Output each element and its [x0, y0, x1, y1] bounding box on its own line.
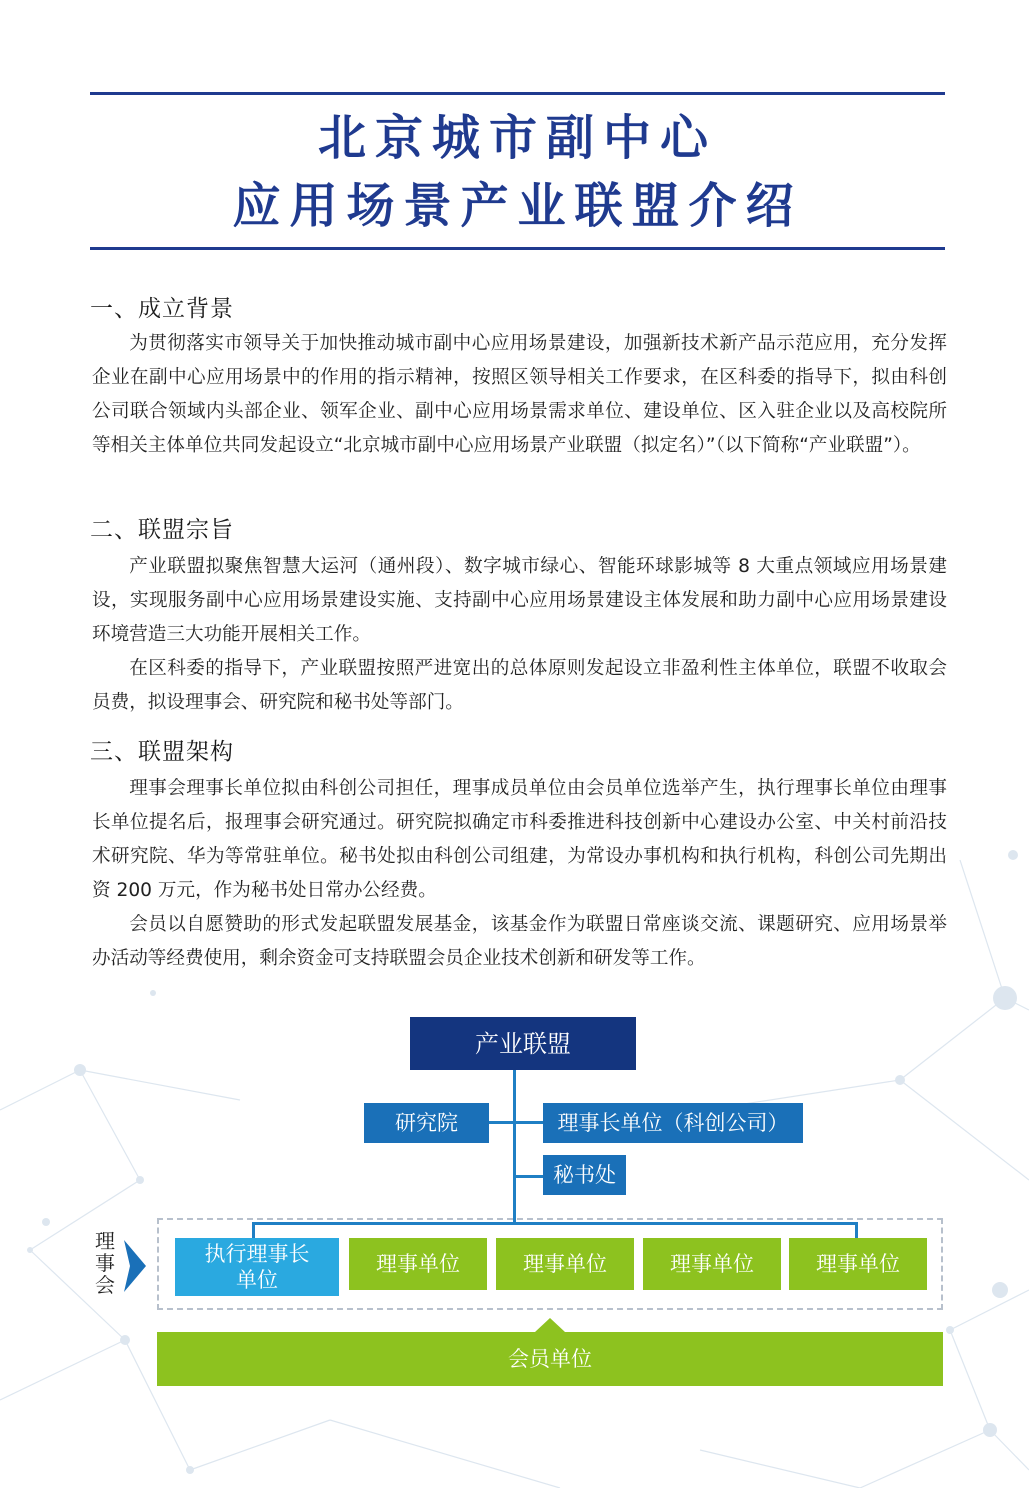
page-title-line-2: 应用场景产业联盟介绍: [232, 178, 803, 234]
page-title-line-1: 北京城市副中心: [317, 110, 717, 166]
org-council-member-box: 理事单位: [349, 1238, 487, 1290]
title-bottom-rule: [90, 247, 945, 250]
section-paragraph-structure-2: 会员以自愿赞助的形式发起联盟发展基金，该基金作为联盟日常座谈交流、课题研究、应用场景举办活动等经费使用，剩余资金可支持联盟会员企业技术创新和研发等工作。: [92, 914, 947, 969]
org-root-box: 产业联盟: [410, 1017, 636, 1070]
section-paragraph-structure-1: 理事会理事长单位拟由科创公司担任，理事成员单位由会员单位选举产生，执行理事长单位由理事长单位提名后，报理事会研究通过。研究院拟确定市科委推进科技创新中心建设办公室、中关村前沿技术研究院、华为等常驻单位。秘书处拟由科创公司组建，为常设办事机构和执行机构，科创公司先期出资 200 万元，作为秘书处日常办公经费。: [92, 778, 947, 901]
connector-secretariat: [515, 1175, 543, 1178]
section-heading-background: 一、成立背景: [90, 296, 234, 322]
section-paragraph-purpose-2: 在区科委的指导下，产业联盟按照严进宽出的总体原则发起设立非盈利性主体单位，联盟不收取会员费，拟设理事会、研究院和秘书处等部门。: [92, 658, 947, 713]
org-council-member-box: 理事单位: [643, 1238, 781, 1290]
org-council-member-box: 理事单位: [789, 1238, 927, 1290]
org-chairman-box: 理事长单位（科创公司）: [543, 1103, 803, 1143]
section-heading-purpose: 二、联盟宗旨: [90, 517, 234, 543]
connector-research: [489, 1121, 515, 1124]
title-top-rule: [90, 92, 945, 95]
org-members-label: 会员单位: [508, 1347, 592, 1371]
council-arrow-icon: [124, 1240, 146, 1292]
org-exec-chair-box: 执行理事长单位: [175, 1238, 339, 1296]
org-secretariat-box: 秘书处: [543, 1155, 626, 1195]
council-side-label: 理事会: [95, 1229, 115, 1297]
section-paragraph-background: 为贯彻落实市领导关于加快推动城市副中心应用场景建设，加强新技术新产品示范应用，充分发挥企业在副中心应用场景中的作用的指示精神，按照区领导相关工作要求，在区科委的指导下，拟由科创公司联合领域内头部企业、领军企业、副中心应用场景需求单位、建设单位、区入驻企业以及高校院所等相关主体单位共同发起设立“北京城市副中心应用场景产业联盟（拟定名）”（以下简称“产业联盟”）。: [92, 333, 947, 456]
org-research-box: 研究院: [364, 1103, 489, 1143]
connector-chairman: [515, 1121, 543, 1124]
section-paragraph-purpose-1: 产业联盟拟聚焦智慧大运河（通州段）、数字城市绿心、智能环球影城等 8 大重点领域应用场景建设，实现服务副中心应用场景建设实施、支持副中心应用场景建设主体发展和助力副中心应用场景建设环境营造三大功能开展相关工作。: [92, 556, 947, 645]
connector-root-vertical: [513, 1070, 516, 1222]
section-heading-structure: 三、联盟架构: [90, 739, 234, 765]
org-council-member-box: 理事单位: [496, 1238, 634, 1290]
